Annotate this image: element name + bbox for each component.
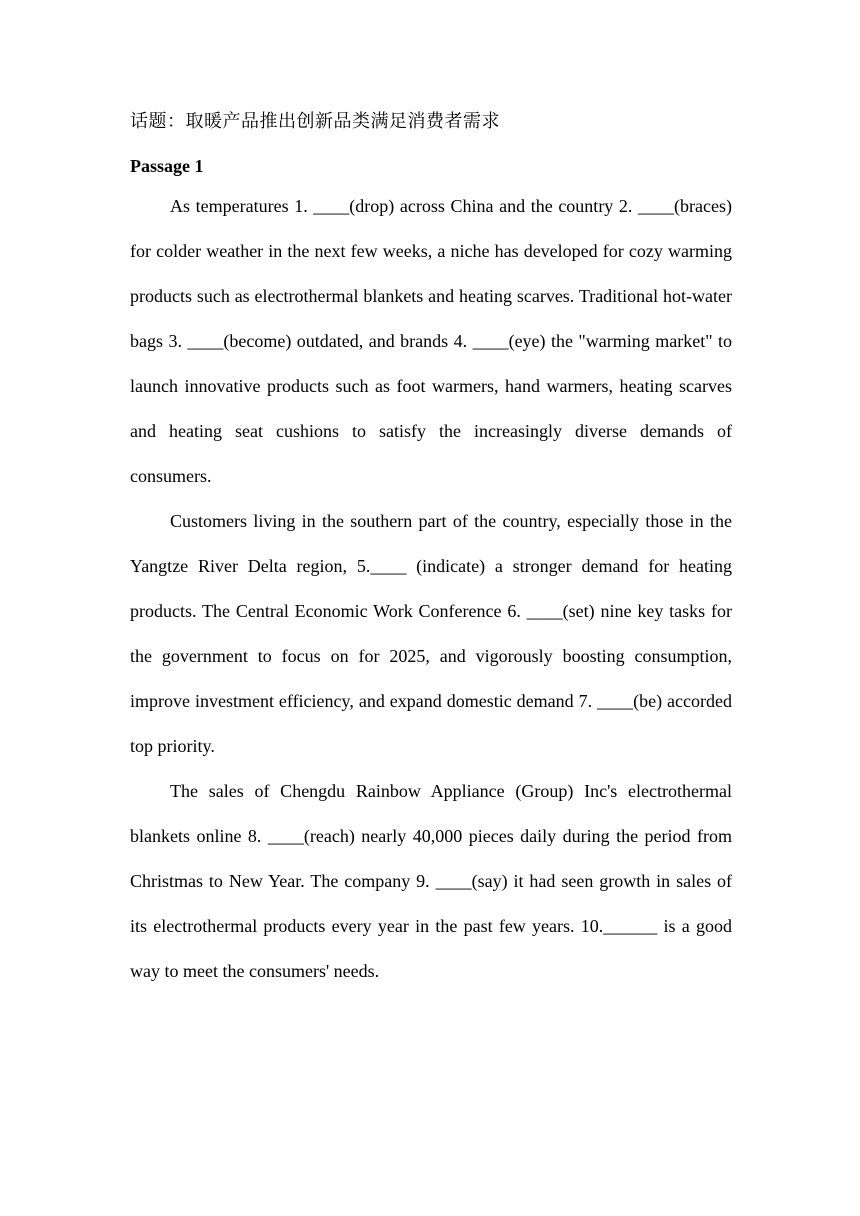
paragraph-1: As temperatures 1. ____(drop) across China and the country 2. ____(braces) for colder weather in the next few weeks, a niche has developed for cozy warming products such as electrothermal blankets and heating scarves. Traditional hot-water bags 3. ____(become) outdated, and brands 4. ____(eye) the "warming market" to launch innovative products such as foot warmers, hand warmers, heating scarves and heating seat cushions to satisfy the increasingly diverse demands of consumers. xyxy=(130,196,732,486)
passage-title: Passage 1 xyxy=(130,156,204,176)
passage-body xyxy=(130,184,732,994)
paragraph-2: Customers living in the southern part of the country, especially those in the Yangtze River Delta region, 5.____ (indicate) a stronger demand for heating products. The Central Economic Work Conference 6. ____(set) nine key tasks for the government to focus on for 2025, and vigorously boosting consumption, improve investment efficiency, and expand domestic demand 7. ____(be) accorded top priority. xyxy=(130,511,732,756)
document-page xyxy=(130,110,732,994)
topic-heading: 话题：取暖产品推出创新品类满足消费者需求 xyxy=(130,111,500,132)
paragraph-3: The sales of Chengdu Rainbow Appliance (Group) Inc's electrothermal blankets online 8. ____(reach) nearly 40,000 pieces daily during the period from Christmas to New Year. The company 9. ____(say) it had seen growth in sales of its electrothermal products every year in the past few years. 10.______ is a good way to meet the consumers' needs. xyxy=(130,781,732,981)
